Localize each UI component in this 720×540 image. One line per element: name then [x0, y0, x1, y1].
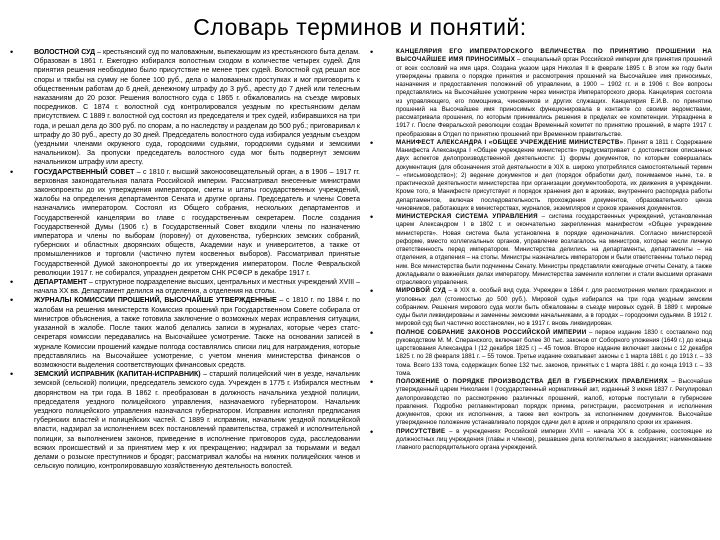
bullet-icon: • [370, 327, 374, 338]
glossary-definition: – первое издание 1830 г. составлено под руководством М. М. Сперанского, включает более 30 тыс. законов от Соборного уложения (1649 г.) до конца царствования Александра I (12 декабря 1825 г.) – 45 томов. Второе издание включает законы с 12 декабря 1825 г. по 28 февраля 1881 г. – 55 томов. Третье издание охватывает законы с 1 марта 1881 г. до 1913 г. – 33 тома. Всего 133 тома, содержащих более 132 тыс. законов, принятых с 1 марта 1881 г. до конца 1913 г. – 33 тома. [396, 328, 712, 377]
bullet-icon: • [370, 48, 374, 57]
bullet-icon: • [10, 48, 14, 57]
glossary-definition: – специальный орган Российской империи для принятия прошений от всех сословий на имя царя. Создана указом царя Николая II в феврале 1895 г. В этом же году были утверждены правила о порядке принятия и рассмотрения прошений на Высочайшее имя приносимых, назначения и предоставления положений об управлении, в 1900 – 1902 гг. и в 1906 г. Все вопросы представлялись на Высочайшее усмотрение через министра Императорского двора. Канцелярия состояла из управляющего, его помощника, чиновников и других служащих. Канцелярия Е.И.В. по принятию прошений на Высочайшее имя приносимых функционировала в контакте со своими ведомствами, рассматривала прошения, по которым принимались решения в пределах ее компетенции. Упразднена в 1917 г. После Февральской революции создан Временный комитет по принятию прошений, в марте 1917 г. преобразован в Отдел по принятию прошений при Временном правительстве. [396, 56, 712, 138]
glossary-term: МИНИСТЕРСКАЯ СИСТЕМА УПРАВЛЕНИЯ [396, 213, 538, 220]
bullet-icon: • [10, 166, 14, 177]
glossary-definition: – система государственных учреждений, установленная царем Александром I в 1802 г. и окончательно закрепленная манифестом «Общее учреждение министерств». Новая система была установлена в порядке единоначалия. Согласно министерской реформе, вместо коллегиальных органов, управление возлагалось на министров, которые несли личную ответственность перед императором. Министерства делились на департаменты, департаменты – на отделения, а отделения – на столы. Министры назначались императором и были ответственны только перед ним. Все министерства были подчинены Сенату. Министры представляли ежегодные отчеты Сенату, а также докладывали о важнейших делах императору. Министерства заменили коллегии и стали высшими органами отраслевого управления. [396, 213, 712, 286]
glossary-entry [370, 329, 712, 379]
glossary-term: ДЕПАРТАМЕНТ [34, 279, 88, 287]
glossary-entry [10, 48, 360, 168]
bullet-icon: • [370, 377, 374, 387]
page-title: Словарь терминов и понятий: [193, 14, 527, 40]
bullet-icon: • [370, 212, 374, 222]
glossary-definition: – в XIX в. особый вид суда. Учрежден в 1864 г. для рассмотрения мелких гражданских и уголовных дел (стоимостью до 500 руб.). Мировой судья избирался на три года уездным земским собранием. Решения мирового суда могли быть обжалованы в съезде мировых судей. В 1889 г. мировые суды были ликвидированы и заменены земскими начальниками, а в городах – городскими судьями. В 1912 г. мировой суд был частично восстановлен, но в 1917 г. вновь ликвидирован. [396, 287, 712, 328]
glossary-term: ЗЕМСКИЙ ИСПРАВНИК (КАПИТАН-ИСПРАВНИК) [34, 371, 201, 379]
glossary-entry [10, 370, 360, 471]
glossary-entry [370, 287, 712, 328]
glossary-entry [370, 139, 712, 213]
glossary-entry [370, 428, 712, 453]
glossary-definition: – Высочайше утвержденный царем Николаем I (государственный нормативный акт, изданный 3 июня 1837 г. Регулировал делопроизводство по рассмотрению различных прошений, жалоб, которые поступали в губернские правления. Подробно регламентировал порядок приема, регистрации, рассмотрения и исполнения документов, сроки их исполнения, а также вел контроль за исполнением документов. Высочайше утвержденное положение устанавливало порядок сдачи дел в архив и определяло сроки их хранения. [396, 378, 712, 427]
glossary-definition: – в учреждениях Российской империи XVIII – начала XX в. собрание, состоящее из должностных лиц учреждения (главы и членов), решавшее дела коллегиально в заседаниях; наименование главного распорядительного органа учреждений. [396, 427, 712, 451]
glossary-entry [10, 278, 360, 296]
glossary-entry [10, 296, 360, 370]
right-column [370, 48, 712, 536]
glossary-definition: – крестьянский суд по маловажным, выпекающим из крестьянского быта делам. Образован в 1861 г. Ежегодно избирался волостным сходом в количестве четырех судей. Для принятия решения необходимо было присутствие не менее трех судей. Волостной суд решал все споры и тяжбы на сумму не более 100 руб., дела о маловажных проступках и мог приговорить к общественным работам до 6 дней, денежному штрафу до 3 руб., аресту до 7 дней или телесным наказаниям до 20 розог. Решения волостного суда с 1865 г. обжаловались на съезде мировых посредников. С 1874 г. волостной суд контролировался уездным по крестьянским делам присутствием. С 1889 г. волостной суд состоял из председателя и трех судей, избиравшихся на три года, и решал дела до 300 руб. по спорам, а по наследству и разделам до 500 руб.; приговаривал к штрафу до 30 руб., аресту до 30 дней. Председатель волостного суда избирался уездным съездом (уездными членами окружного суда, городскими судьями, городскими судьями и земскими начальником). За пропуски председатель волостного суда мог быть подвергнут земским начальником штрафу или аресту. [34, 49, 360, 167]
glossary-term: ПРИСУТСТВИЕ [396, 427, 446, 435]
glossary-entry [10, 168, 360, 278]
bullet-icon: • [370, 426, 374, 437]
left-column [10, 48, 360, 536]
glossary-term: ВОЛОСТНОЙ СУД [34, 49, 96, 56]
glossary-term: КАНЦЕЛЯРИЯ ЕГО ИМПЕРАТОРСКОГО ВЕЛИЧЕСТВА ПО ПРИНЯТИЮ ПРОШЕНИЙ НА ВЫСОЧАЙШЕЕ ИМЯ ПРИНОСИМЫХ [396, 48, 712, 64]
glossary-term: ПОЛНОЕ СОБРАНИЕ ЗАКОНОВ РОССИЙСКОЙ ИМПЕРИИ [396, 328, 587, 336]
glossary-definition: . Принят в 1811 г. Содержание Манифеста Александра I «Общее учреждение министерств» предусматривает с достоинством описанных двух аспектов делопроизводственной деятельности: 1) формы документов, по которым совершалась документация (для обозначения этой деятельности в XIX в. широко употреблялся самостоятельный термин – «письмоводство»); 2) ведение документов и дел (порядок обработки дел), понимаемое ныне, т.е. в практической деятельности министерства при организации документооборота, их движения в учреждении. Кроме того, в Манифесте присутствует и порядок хранения дел в архивах, внутреннего распорядка работы департаментов, включая последовательность прохождения документов, образовательного ценза чиновников, работающих в министерствах, журналов, экземпляров и сроков хранения документов. [396, 138, 712, 212]
glossary-definition: – с 1810 г. по 1884 г. по жалобам на решения министерств Комиссия прошений при Государственном Совете собирала от министров объяснения, а также готовила заключение о возможных мерах исправления ситуации, указанной в жалобе. После таких жалоб делались записи в журналах, которые через статс-секретаря комиссии передавались на Высочайшее усмотрение. Также на основании записей в журнале Комиссии прошений каждые полгода составлялись списки лиц для награждения, которые представлялись на Высочайшее усмотрение, с учетом мнения министерства финансов о возможности выделения соответствующих финансовых средств. [34, 297, 360, 369]
glossary-term: МАНИФЕСТ АЛЕКСАНДРА I «ОБЩЕЕ УЧРЕЖДЕНИЕ МИНИСТЕРСТВ» [396, 138, 624, 146]
bullet-icon: • [370, 137, 374, 148]
glossary-term: МИРОВОЙ СУД [396, 287, 447, 295]
glossary-entry [370, 378, 712, 428]
glossary-entry [370, 48, 712, 139]
glossary-term: ГОСУДАРСТВЕННЫЙ СОВЕТ [34, 168, 135, 176]
bullet-icon: • [10, 277, 14, 288]
bullet-icon: • [10, 369, 14, 380]
glossary-term: ПОЛОЖЕНИЕ О ПОРЯДКЕ ПРОИЗВОДСТВА ДЕЛ В ГУБЕРНСКИХ ПРАВЛЕНИЯХ [396, 378, 668, 385]
bullet-icon: • [10, 295, 14, 306]
glossary-entry [370, 213, 712, 287]
glossary-definition: – старший полицейский чин в уезде, начальник земской (сельской) полиции, председатель земского суда. Учрежден в 1775 г. Избирался местным дворянством на три года. В 1862 г. преобразован в должность начальника уездной полиции, председателя уездного полицейского управления, назначаемого губернатором. Начальник уездного полицейского управления назначался губернатором. Исправник исполнял предписания губернских властей и полицейских частей. С 1889 г. исправник, начальник уездной полицейской власти, надзирал за исполнением всех постановлений правительства, стражей и исполнительной полиции, за выполнением законов, приведение в исполнение приговоров суда, расследовании всяких происшествий и за принятием мер к их прекращению; надзирал за тюрьмами и ведал делами о розыске преступников и бродяг; рассматривал жалобы на нижних полицейских чинов и сельскую полицию, контролировавшую хозяйственную деятельность волостей. [34, 371, 360, 471]
glossary-definition: – с 1810 г. высший законосовещательный орган, а в 1906 – 1917 гг. верховная законодательная палата Российской империи. Рассматривал внесенные министрами законопроекты до их утверждения императором, сметы и штаты государственных учреждений, жалобы на определения департаментов Сената и другие органы. Председатель и члены Совета назначались императором. Состоял из Общего собрания, нескольких департаментов и Государственной канцелярии во главе с государственным секретарем. После создания Государственной Думы (1906 г.) в Государственный Совет входили члены по назначению императора и члены по выборам (поровну) от духовенства, губернских земских собраний, губернских и областных дворянских обществ, Академии наук и университетов, а также от промышленников и торговли (частично путем косвенных выборов). Рассматривал принятые Государственной Думой законопроекты до их утверждения императором. После Февральской революции 1917 г. не собирался, упразднен декретом СНК РСФСР в декабре 1917 г. [34, 168, 360, 277]
glossary-definition: – структурное подразделение высших, центральных и местных учреждений XVIII – начала XX вв. Департамент делился на отделения, а отделения на столы. [34, 279, 360, 296]
glossary-term: ЖУРНАЛЫ КОМИССИИ ПРОШЕНИЙ, ВЫСОЧАЙШЕ УТВЕРЖДЕННЫЕ [34, 297, 277, 305]
bullet-icon: • [370, 286, 374, 297]
